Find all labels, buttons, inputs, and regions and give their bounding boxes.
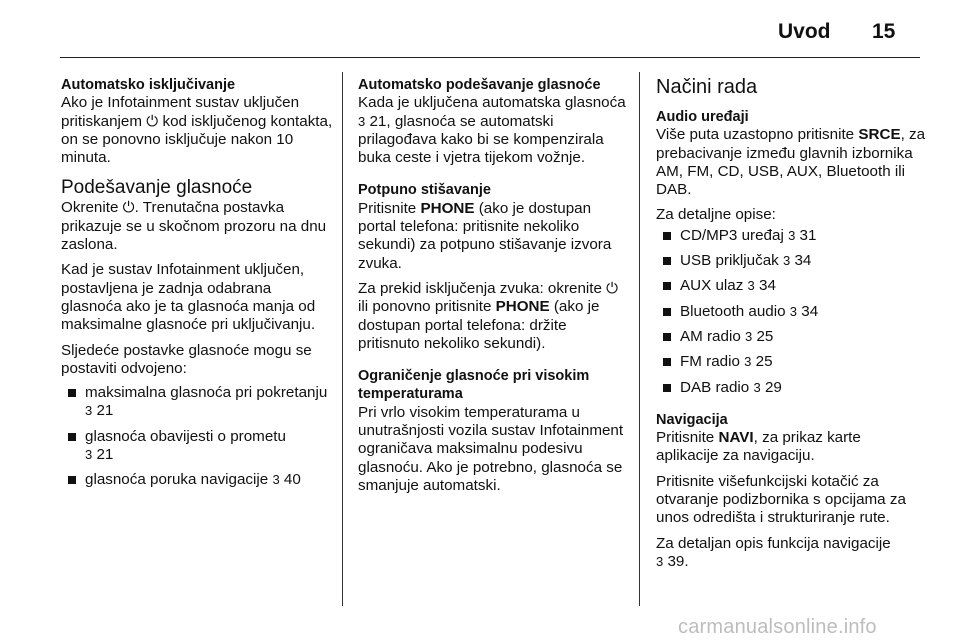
text-mute-1: Pritisnite PHONE (ako je dostupan portal telefona: pritisnite nekoliko sekundi) za potpuno stišavanje izvora zvuka. [358, 199, 612, 272]
text-navigation-3: Za detaljan opis funkcija navigacije 3 39. [656, 534, 891, 570]
list-item: FM radio 3 25 [656, 353, 926, 371]
column-divider-2 [639, 72, 640, 606]
text-navigation-2: Pritisnite višefunkcijski kotačić za otvaranje podizbornika s opcijama za unos odredišta i strukturiranje rute. [656, 472, 906, 527]
text-auto-off: Ako je Infotainment sustav uključen pritiskanjem ⏻ kod isključenog kontakta, on se ponovno isključuje nakon 10 minuta. [61, 94, 333, 167]
volume-settings-list [61, 384, 333, 489]
list-item: maksimalna glasnoća pri pokretanju 3 21 [61, 384, 333, 421]
reference-arrow-icon: 3 [745, 328, 753, 344]
heading-auto-volume: Automatsko podešavanje glasnoće [358, 77, 601, 93]
reference-arrow-icon: 3 [656, 553, 664, 569]
list-item: DAB radio 3 29 [656, 379, 926, 397]
list-item: USB priključak 3 34 [656, 252, 926, 270]
list-item: glasnoća poruka navigacije 3 40 [61, 471, 333, 489]
reference-arrow-icon: 3 [358, 113, 366, 129]
heading-mute: Potpuno stišavanje [358, 182, 491, 199]
reference-arrow-icon: 3 [85, 447, 93, 463]
reference-arrow-icon: 3 [782, 253, 791, 269]
reference-arrow-icon: 3 [85, 403, 93, 419]
heading-temp-limit: Ograničenje glasnoće pri visokim temperaturama [358, 368, 590, 403]
column-3 [656, 76, 926, 571]
chapter-title: Uvod [778, 20, 831, 43]
column-divider-1 [342, 72, 343, 606]
list-item: CD/MP3 uređaj 3 31 [656, 227, 926, 245]
reference-arrow-icon: 3 [747, 278, 755, 294]
audio-sources-list [656, 227, 926, 397]
text-auto-volume: Kada je uključena automatska glasnoća 3 21, glasnoća se automatski prilagođava kako bi se kompenzirala buka ceste i vjetra tijekom vožnje. [358, 94, 626, 167]
text-volume-3: Sljedeće postavke glasnoće mogu se postaviti odvojeno: [61, 341, 312, 377]
column-1 [61, 76, 333, 497]
heading-operating-modes: Načini rada [656, 76, 758, 98]
text-navigation-1: Pritisnite NAVI, za prikaz karte aplikacije za navigaciju. [656, 429, 861, 465]
text-mute-2: Za prekid isključenja zvuka: okrenite ⏻ ili ponovno pritisnite PHONE (ako je dostupan portal telefona: držite pritisnuto nekoliko sekundi). [358, 279, 619, 352]
srce-key-label: SRCE [858, 126, 901, 144]
phone-key-label: PHONE [420, 199, 475, 217]
text-audio-devices: Više puta uzastopno pritisnite SRCE, za prebacivanje između glavnih izbornika AM, FM, CD, USB, AUX, Bluetooth ili DAB. [656, 126, 926, 199]
heading-volume: Podešavanje glasnoće [61, 177, 253, 199]
watermark: carmanualsonline.info [678, 616, 877, 638]
phone-key-label-2: PHONE [495, 298, 550, 316]
navi-key-label: NAVI [718, 429, 754, 447]
page-number: 15 [872, 20, 896, 43]
reference-arrow-icon: 3 [744, 354, 752, 370]
page-header [0, 0, 960, 62]
heading-auto-off: Automatsko isključivanje [61, 77, 236, 93]
list-item: Bluetooth audio 3 34 [656, 303, 926, 321]
reference-arrow-icon: 3 [272, 472, 280, 488]
reference-arrow-icon: 3 [788, 227, 796, 243]
text-detailed-descriptions: Za detaljne opise: [656, 206, 776, 224]
column-2 [358, 76, 626, 495]
text-temp-limit: Pri vrlo visokim temperaturama u unutrašnjosti vozila sustav Infotainment ograničava maksimalnu podesivu glasnoću. Ako je potrebno, glasnoća se smanjuje automatski. [358, 403, 624, 494]
list-item: AM radio 3 25 [656, 328, 926, 346]
list-item: glasnoća obavijesti o prometu 3 21 [61, 428, 333, 465]
reference-arrow-icon: 3 [753, 379, 761, 395]
text-volume-2: Kad je sustav Infotainment uključen, postavljena je zadnja odabrana glasnoća ako je ta glasnoća manja od maksimalne glasnoće pri uključivanju. [61, 261, 316, 334]
reference-arrow-icon: 3 [789, 303, 798, 319]
heading-audio-devices: Audio uređaji [656, 109, 749, 125]
heading-navigation: Navigacija [656, 411, 728, 428]
text-volume-1: Okrenite ⏻. Trenutačna postavka prikazuje se u skočnom prozoru na dnu zaslona. [61, 199, 327, 254]
header-rule [60, 57, 920, 58]
list-item: AUX ulaz 3 34 [656, 277, 926, 295]
